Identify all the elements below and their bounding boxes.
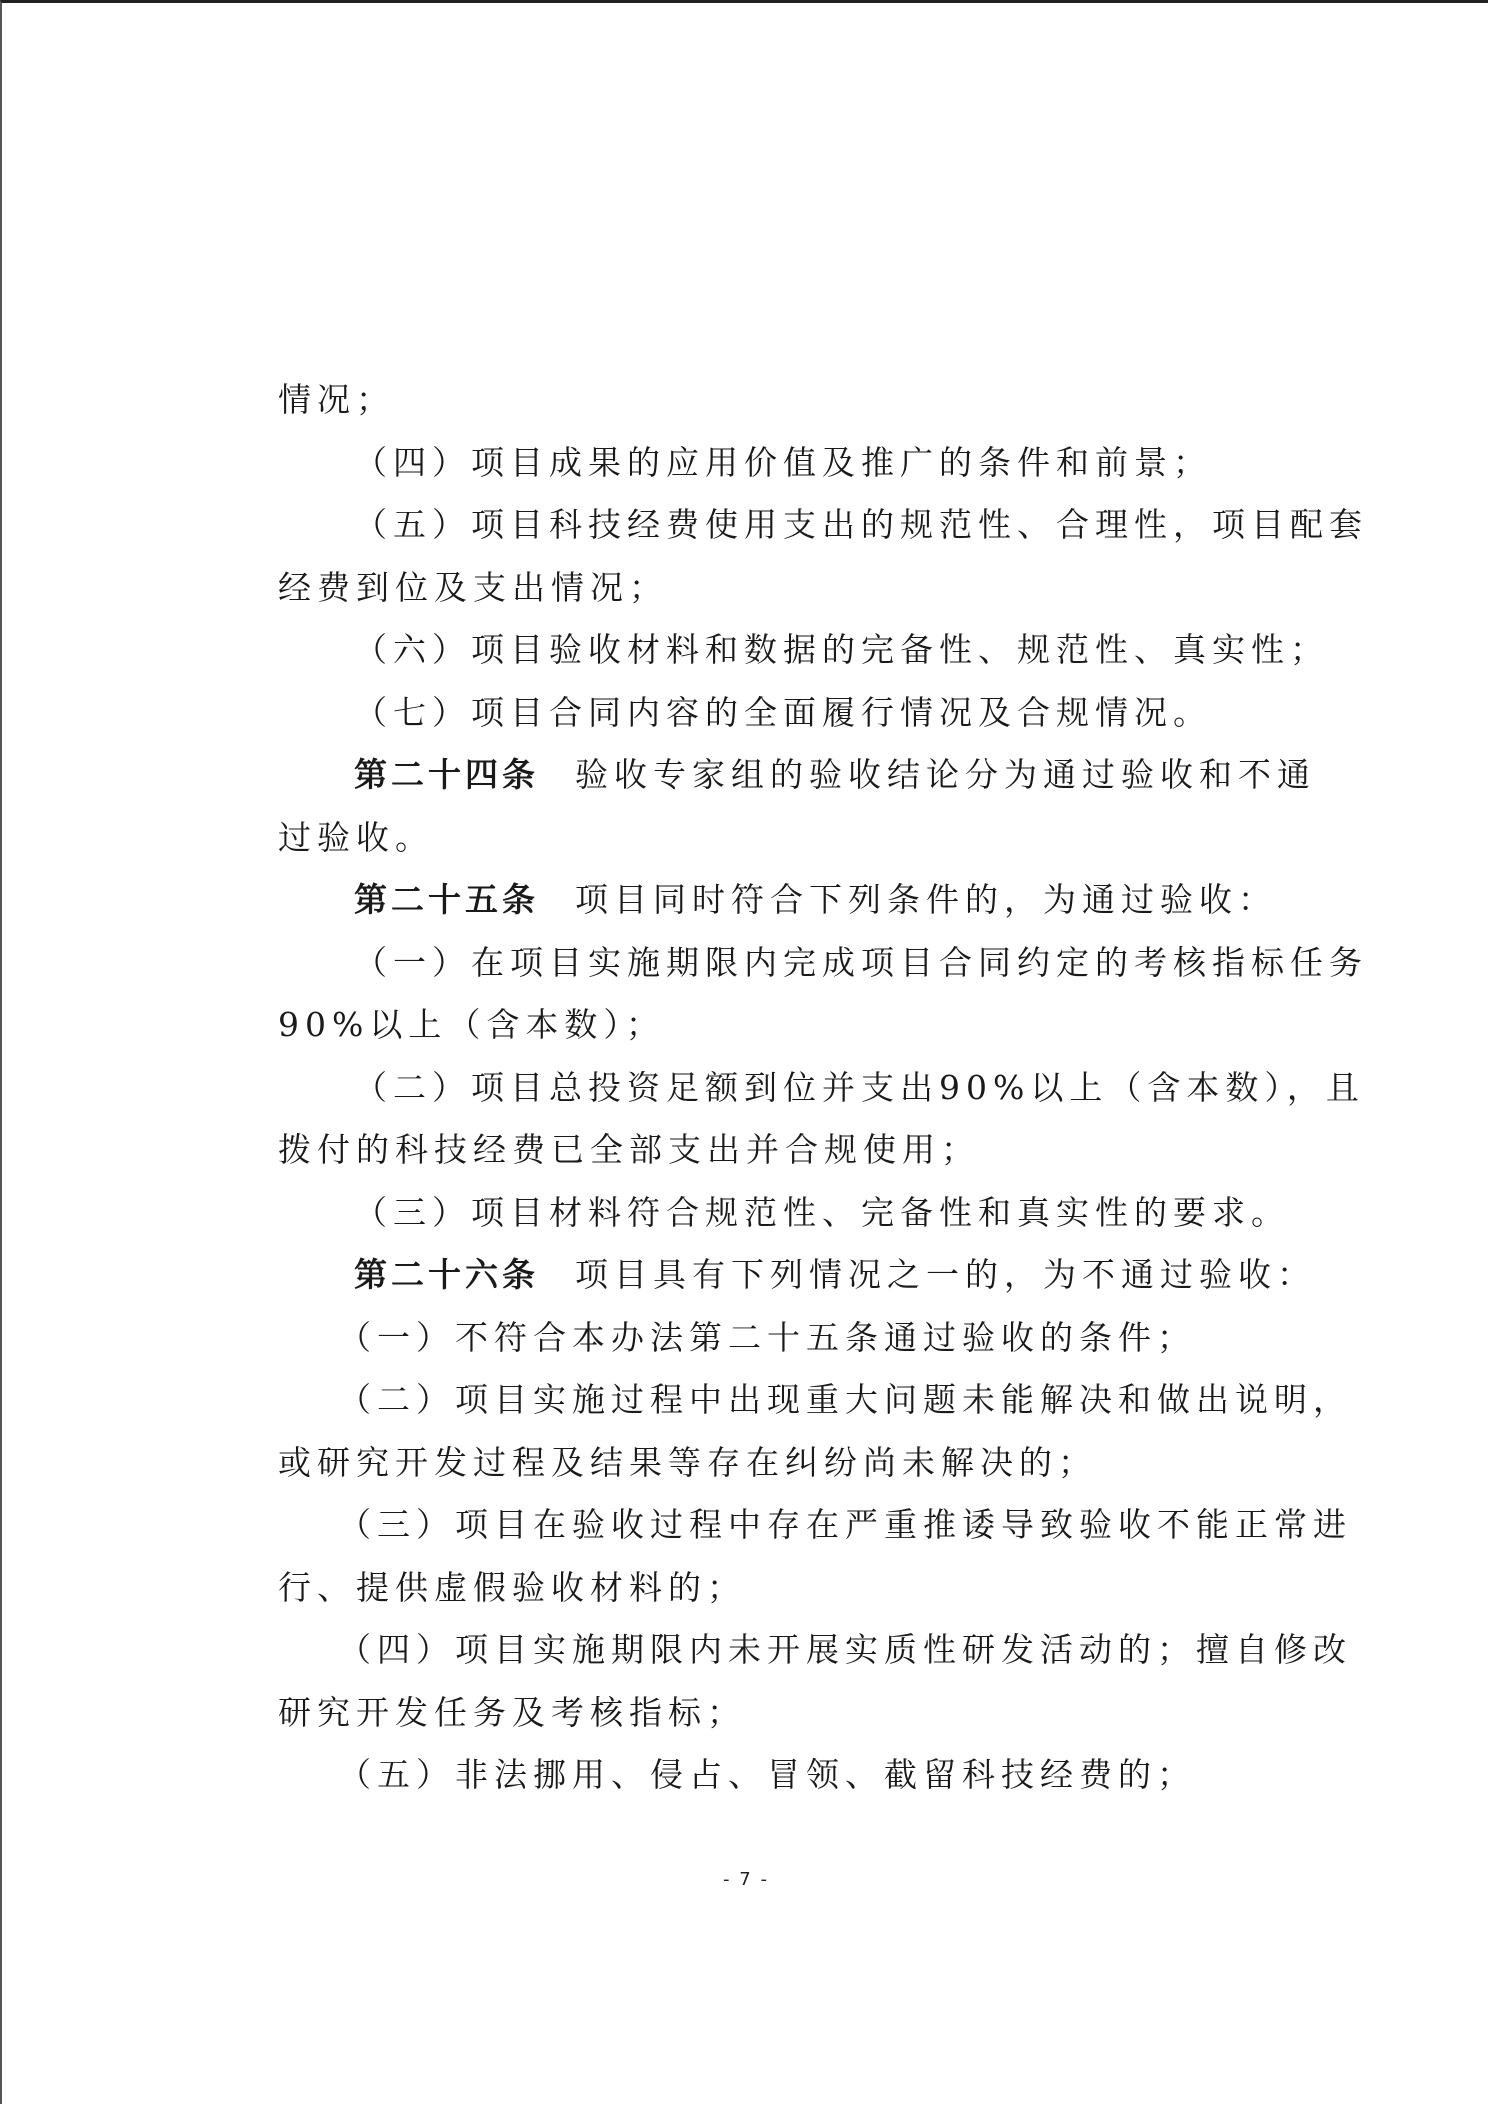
text-line: （三）项目在验收过程中存在严重推诿导致验收不能正常进: [338, 1505, 1352, 1544]
text-line: 或研究开发过程及结果等存在纠纷尚未解决的；: [278, 1442, 1097, 1482]
text-line: （六）项目验收材料和数据的完备性、规范性、真实性；: [354, 630, 1329, 669]
text-line: （四）项目实施期限内未开展实质性研发活动的；擅自修改: [338, 1630, 1352, 1669]
text-line: （二）项目总投资足额到位并支出90%以上（含本数），且: [354, 1067, 1365, 1107]
text-line: （五）项目科技经费使用支出的规范性、合理性，项目配套: [354, 505, 1368, 544]
article-heading: 第二十五条: [354, 880, 539, 919]
text-line: 项目具有下列情况之一的，为不通过验收：: [575, 1255, 1316, 1294]
article-24-paragraph: [278, 744, 1316, 807]
article-25-paragraph: [278, 869, 1277, 932]
text-line: 过验收。: [278, 817, 434, 857]
text-line: 行、提供虚假验收材料的；: [278, 1567, 746, 1607]
text-line: 项目同时符合下列条件的，为通过验收：: [575, 880, 1277, 919]
article-heading: 第二十四条: [354, 755, 539, 794]
text-line: 情况；: [278, 380, 395, 419]
text-line: （四）项目成果的应用价值及推广的条件和前景；: [354, 442, 1212, 482]
article-heading: 第二十六条: [354, 1255, 539, 1294]
text-line: 验收专家组的验收结论分为通过验收和不通: [575, 755, 1316, 794]
text-line: 经费到位及支出情况；: [278, 567, 668, 607]
text-line: （七）项目合同内容的全面履行情况及合规情况。: [354, 692, 1212, 732]
article-26-paragraph: [278, 1244, 1316, 1307]
text-line: （一）在项目实施期限内完成项目合同约定的考核指标任务: [354, 942, 1368, 982]
page-number: - 7 -: [723, 1869, 769, 1890]
text-line: （一）不符合本办法第二十五条通过验收的条件；: [338, 1317, 1196, 1357]
text-line: （二）项目实施过程中出现重大问题未能解决和做出说明，: [338, 1380, 1352, 1419]
text-line: 拨付的科技经费已全部支出并合规使用；: [278, 1130, 980, 1169]
document-body: [278, 369, 1368, 1807]
text-line: （五）非法挪用、侵占、冒领、截留科技经费的；: [338, 1755, 1196, 1794]
text-line: 90%以上（含本数）；: [278, 1005, 665, 1044]
text-line: 研究开发任务及考核指标；: [278, 1692, 746, 1732]
text-line: （三）项目材料符合规范性、完备性和真实性的要求。: [354, 1192, 1290, 1232]
